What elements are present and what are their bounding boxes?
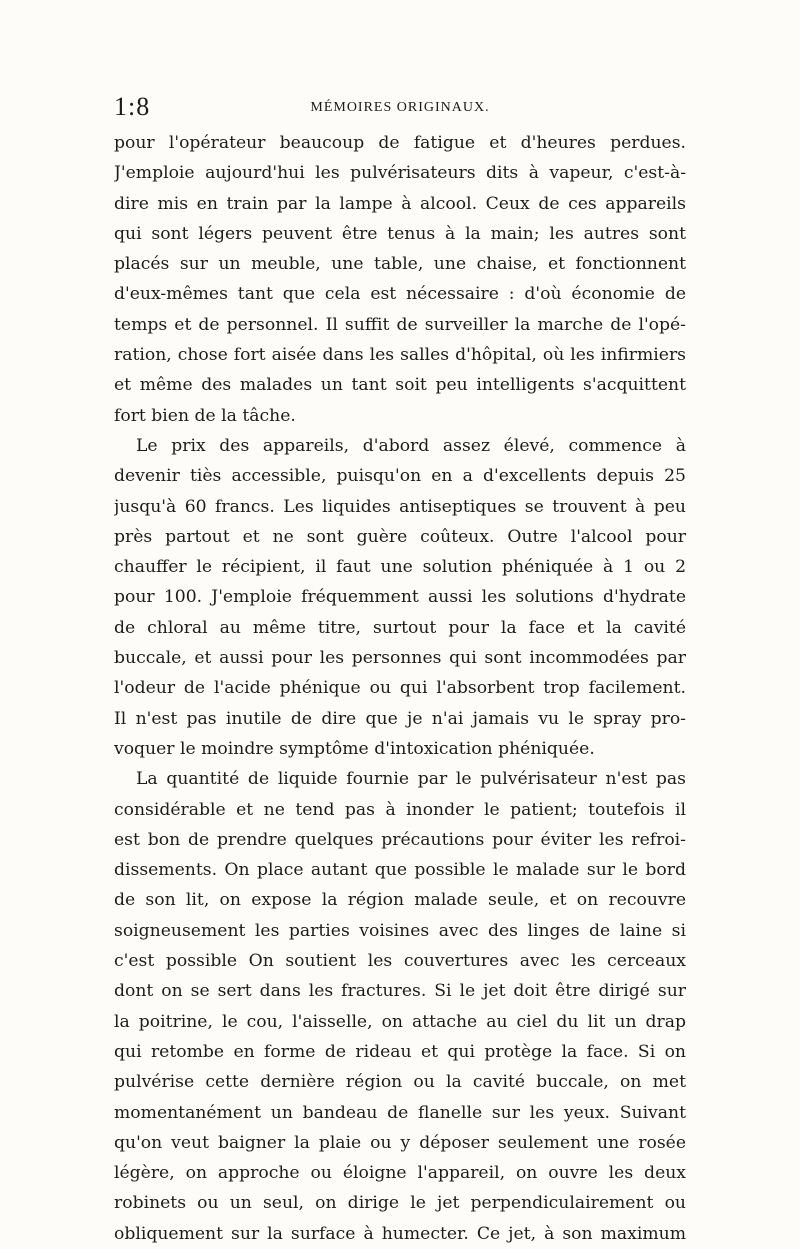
text-line: momentanément un bandeau de flanelle sur les yeux. Suivant [114, 1102, 686, 1123]
text-line: de son lit, on expose la région malade seule, et on recouvre [114, 890, 686, 911]
text-line: l'odeur de l'acide phénique ou qui l'absorbent trop facilement. [114, 678, 686, 699]
text-line: et même des malades un tant soit peu intelligents s'acquittent [114, 375, 686, 396]
text-line: de chloral au même titre, surtout pour la face et la cavité [114, 617, 686, 638]
page-header [114, 92, 686, 126]
text-line: d'eux-mêmes tant que cela est nécessaire : d'où économie de [114, 284, 686, 305]
text-line: pour l'opérateur beaucoup de fatigue et d'heures perdues. [114, 133, 686, 153]
text-line: légère, on approche ou éloigne l'appareil, on ouvre les deux [114, 1163, 686, 1184]
text-line: près partout et ne sont guère coûteux. Outre l'alcool pour [114, 526, 686, 547]
text-line: la poitrine, le cou, l'aisselle, on attache au ciel du lit un drap [114, 1011, 686, 1032]
text-line: jusqu'à 60 francs. Les liquides antiseptiques se trouvent à peu [114, 496, 686, 517]
text-line: robinets ou un seul, on dirige le jet perpendiculairement ou [114, 1193, 686, 1214]
text-line: temps et de personnel. Il suffit de surveiller la marche de l'opé- [114, 314, 686, 335]
text-line: dont on se sert dans les fractures. Si le jet doit être dirigé sur [114, 981, 686, 1002]
text-line: c'est possible On soutient les couvertures avec les cerceaux [114, 951, 686, 972]
text-line: considérable et ne tend pas à inonder le patient; toutefois il [114, 799, 686, 820]
page-number: 1:8 [114, 92, 151, 121]
text-line: voquer le moindre symptôme d'intoxication phéniquée. [114, 738, 595, 759]
text-line: qui sont légers peuvent être tenus à la main; les autres sont [114, 223, 686, 244]
text-line: est bon de prendre quelques précautions pour éviter les refroi- [114, 829, 686, 850]
text-line: ration, chose fort aisée dans les salles d'hôpital, où les infirmiers [114, 345, 686, 366]
text-line: obliquement sur la surface à humecter. Ce jet, à son maximum [114, 1223, 686, 1244]
running-head: MÉMOIRES ORIGINAUX. [310, 100, 490, 115]
text-line: buccale, et aussi pour les personnes qui sont incommodées par [114, 648, 686, 669]
text-line: J'emploie aujourd'hui les pulvérisateurs dits à vapeur, c'est-à- [114, 163, 686, 184]
paragraph [114, 431, 686, 764]
text-line: qu'on veut baigner la plaie ou y déposer seulement une rosée [114, 1132, 686, 1153]
text-line: fort bien de la tâche. [114, 405, 296, 426]
text-line: La quantité de liquide fournie par le pulvérisateur n'est pas [136, 769, 686, 790]
paragraph [114, 764, 686, 1249]
paragraph [114, 128, 686, 431]
text-line: dire mis en train par la lampe à alcool. Ceux de ces appareils [114, 193, 686, 214]
text-line: qui retombe en forme de rideau et qui protège la face. Si on [114, 1041, 686, 1062]
text-line: Il n'est pas inutile de dire que je n'ai jamais vu le spray pro- [114, 708, 686, 729]
text-line: Le prix des appareils, d'abord assez élevé, commence à [136, 435, 686, 456]
text-line: soigneusement les parties voisines avec des linges de laine si [114, 920, 686, 941]
text-line: dissements. On place autant que possible le malade sur le bord [114, 860, 686, 881]
text-line: placés sur un meuble, une table, une chaise, et fonctionnent [114, 254, 686, 275]
text-line: pulvérise cette dernière région ou la cavité buccale, on met [114, 1072, 686, 1093]
text-line: devenir tiès accessible, puisqu'on en a d'excellents depuis 25 [114, 466, 686, 487]
text-line: pour 100. J'emploie fréquemment aussi les solutions d'hydrate [114, 587, 686, 608]
text-line: chauffer le récipient, il faut une solution phéniquée à 1 ou 2 [114, 557, 686, 578]
body-text [114, 128, 686, 1249]
